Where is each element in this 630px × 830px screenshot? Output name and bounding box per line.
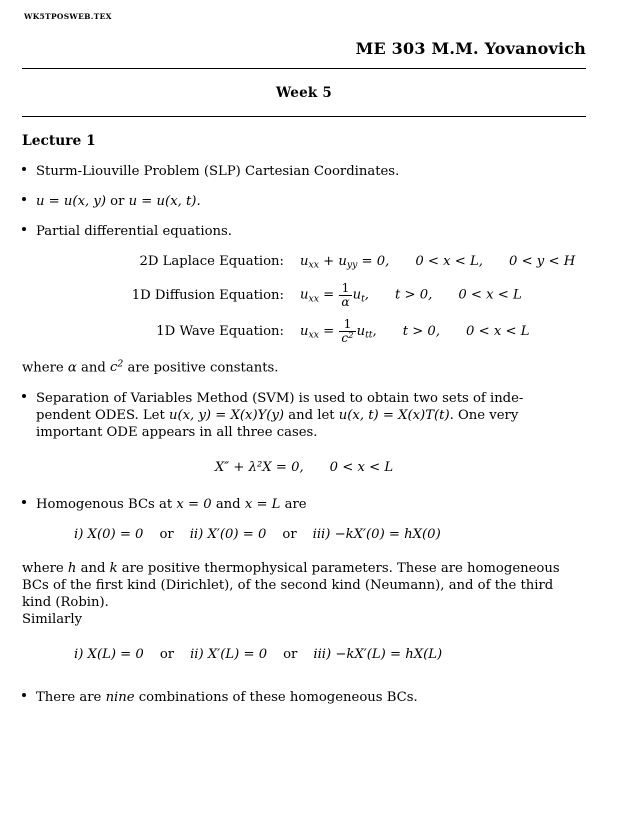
bc0-option-i: i) X(0) = 0	[74, 527, 144, 543]
bullet-svm-text	[36, 390, 586, 441]
hk-paragraph	[22, 560, 586, 629]
nine-suffix: combinations of these homogeneous BCs.	[134, 690, 418, 706]
equation-main-ode	[22, 459, 586, 476]
equation-laplace-label: 2D Laplace Equation:	[139, 254, 284, 270]
constants-note-suffix: are positive constants.	[123, 360, 279, 376]
fraction-one-over-alpha: $\frac{1}{\alpha}$	[341, 280, 350, 309]
equation-wave	[22, 318, 586, 345]
constant-alpha: α	[67, 360, 77, 376]
header-rule-top	[22, 68, 586, 69]
equation-bcs-at-zero	[22, 526, 586, 543]
equation-diffusion	[22, 282, 586, 308]
bullet-svm	[22, 390, 586, 441]
homog-bc-xL: x = L	[244, 497, 281, 513]
bullet-dot-icon	[22, 693, 26, 697]
homog-bc-suffix: are	[280, 497, 307, 513]
equation-laplace	[22, 253, 586, 272]
bc0-or-2: or	[282, 527, 297, 543]
bc0-or-1: or	[159, 527, 174, 543]
constant-c-squared: $c^2$	[109, 358, 124, 376]
u-form-xy: u = u(x, y)	[36, 194, 106, 210]
bullet-u-forms	[22, 193, 586, 210]
equation-main-ode-expr: X″ + λ²X = 0,	[214, 460, 304, 476]
constants-note-prefix: where	[22, 360, 68, 376]
week-title: Week 5	[276, 85, 332, 101]
course-header: ME 303 M.M. Yovanovich	[355, 39, 586, 58]
equation-bcs-at-L	[22, 646, 586, 663]
bullet-dot-icon	[22, 167, 26, 171]
equation-diffusion-body: $u_{xx}$ = $\frac{1}{\alpha}$ $u_t$, t > 0, 0 < x < L	[300, 280, 522, 309]
bullet-slp-text: Sturm-Liouville Problem (SLP) Cartesian Coordinates.	[36, 163, 400, 179]
nine-emphasis: nine	[105, 690, 135, 706]
bcL-option-ii: ii) X′(L) = 0	[190, 647, 268, 663]
lecture-title: Lecture 1	[22, 133, 96, 149]
fraction-one-over-c-squared: $\frac{1}{c^2}$	[341, 317, 354, 346]
bullet-slp	[22, 163, 586, 180]
file-tag: WK5TPOSWEB.TEX	[24, 12, 112, 21]
bcL-option-i: i) X(L) = 0	[74, 647, 144, 663]
homog-bc-conj: and	[211, 497, 245, 513]
homog-bc-prefix: Homogenous BCs at	[36, 497, 177, 513]
equation-wave-label: 1D Wave Equation:	[156, 324, 284, 340]
equation-main-ode-range: 0 < x < L	[329, 460, 394, 476]
svm-line-3: important ODE appears in all three cases.	[36, 424, 318, 440]
homog-bc-x0: x = 0	[176, 497, 212, 513]
bullet-homogeneous-bcs	[22, 496, 586, 513]
u-form-or: or	[105, 194, 129, 210]
header-rule-bottom	[22, 116, 586, 117]
bullet-dot-icon	[22, 500, 26, 504]
hk-line-1: where h and k are positive thermophysical parameters. These are homogeneous	[22, 560, 560, 576]
constants-note-conj: and	[76, 360, 110, 376]
bcL-or-1: or	[159, 647, 175, 663]
nine-prefix: There are	[36, 690, 106, 706]
hk-line-2: BCs of the first kind (Dirichlet), of the second kind (Neumann), and of the third	[22, 577, 554, 593]
equation-wave-body: $u_{xx}$ = $\frac{1}{c^2}$ $u_{tt}$, t > 0, 0 < x < L	[300, 317, 530, 346]
u-form-xt: u = u(x, t).	[128, 194, 201, 210]
bullet-nine-combinations	[22, 689, 586, 706]
hk-line-3: kind (Robin).	[22, 594, 109, 610]
equation-laplace-body: $u_{xx} + u_{yy} = 0$, 0 < x < L, 0 < y < H	[300, 254, 576, 271]
bcL-or-2: or	[283, 647, 298, 663]
constants-note	[22, 359, 586, 377]
document-body	[22, 133, 586, 706]
bcL-option-iii: iii) −kX′(L) = hX(L)	[313, 647, 443, 663]
bullet-dot-icon	[22, 197, 26, 201]
bullet-dot-icon	[22, 394, 26, 398]
svm-line-1: Separation of Variables Method (SVM) is used to obtain two sets of inde-	[36, 390, 524, 406]
equation-diffusion-label: 1D Diffusion Equation:	[131, 287, 284, 303]
bc0-option-ii: ii) X′(0) = 0	[189, 527, 267, 543]
bullet-pde-text: Partial differential equations.	[36, 224, 232, 240]
bullet-dot-icon	[22, 227, 26, 231]
bullet-pde	[22, 223, 586, 240]
bc0-option-iii: iii) −kX′(0) = hX(0)	[312, 527, 441, 543]
svm-line-2: pendent ODES. Let u(x, y) = X(x)Y(y) and let u(x, t) = X(x)T(t). One very	[36, 407, 519, 423]
similarly-line: Similarly	[22, 611, 83, 627]
